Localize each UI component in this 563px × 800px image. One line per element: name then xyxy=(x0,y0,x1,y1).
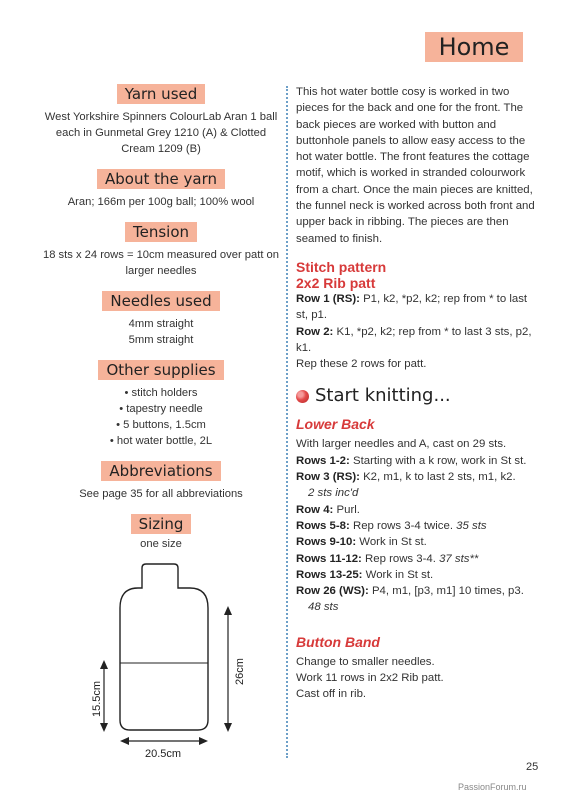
intro-paragraph: This hot water bottle cosy is worked in two pieces for the back and one for the front. The back pieces are worked with button and buttonhole panels to allow easy access to the hot water bottle. The front features the cottage motif, which is worked in stranded colourwork from a chart. Once the main pieces are knitted, the funnel neck is worked across both front and upper back in ribbing. The pieces are then seamed to finish. xyxy=(296,86,535,245)
instruction-row xyxy=(296,534,536,550)
row-label: Row 1 (RS): xyxy=(296,292,360,305)
left-column xyxy=(42,84,280,564)
needle-item: 4mm straight xyxy=(128,318,194,330)
start-knitting-label: Start knitting... xyxy=(315,385,451,407)
bottle-outline xyxy=(120,564,208,730)
supplies-section xyxy=(42,360,280,449)
row-label: Rows 1-2: xyxy=(296,454,350,467)
about-yarn-heading: About the yarn xyxy=(97,169,225,189)
instruction-row xyxy=(296,551,536,567)
arrow-head xyxy=(224,723,232,732)
needles-list xyxy=(42,316,280,348)
instruction-row xyxy=(296,502,536,518)
needles-section xyxy=(42,291,280,348)
instruction-row xyxy=(296,567,536,583)
page-number: 25 xyxy=(526,761,539,773)
stitch-pattern-heading xyxy=(296,259,536,291)
row-text: Starting with a k row, work in St st. xyxy=(349,454,527,467)
abbreviations-section xyxy=(42,461,280,502)
row-text: Rep rows 3-4 twice. xyxy=(349,519,457,532)
lower-back-intro: With larger needles and A, cast on 29 sts. xyxy=(296,438,507,451)
row-label: Row 4: xyxy=(296,503,334,516)
supply-item: • hot water bottle, 2L xyxy=(109,435,213,447)
yarn-used-heading: Yarn used xyxy=(117,84,206,104)
lower-back-heading: Lower Back xyxy=(296,416,375,433)
note-text: 37 sts** xyxy=(439,552,479,565)
height-dimension-label: 26cm xyxy=(234,658,246,685)
row-text: P4, m1, [p3, m1] 10 times, p3. xyxy=(368,585,524,598)
instruction-row xyxy=(296,583,536,599)
lower-dimension-label: 15.5cm xyxy=(91,680,103,717)
column-divider xyxy=(286,86,288,758)
instruction-row xyxy=(296,453,536,469)
abbreviations-heading: Abbreviations xyxy=(101,461,220,481)
button-band-heading: Button Band xyxy=(296,633,380,650)
stitch-count-note xyxy=(296,485,536,501)
tension-section xyxy=(42,222,280,279)
yarn-used-text: West Yorkshire Spinners ColourLab Aran 1 ball each in Gunmetal Grey 1210 (A) & Clotted Cream 1209 (B) xyxy=(44,111,278,155)
needle-item: 5mm straight xyxy=(128,334,194,346)
row-label: Row 26 (WS): xyxy=(296,585,369,598)
row-text: Work in St st. xyxy=(356,536,427,549)
row-label: Rows 5-8: xyxy=(296,519,350,532)
button-band-line: Change to smaller needles. xyxy=(296,655,435,668)
row-text: Work in St st. xyxy=(362,568,434,581)
supply-item: • stitch holders xyxy=(124,387,198,399)
button-band-line: Cast off in rib. xyxy=(296,688,367,701)
pattern-row xyxy=(296,291,536,324)
stitch-count-note xyxy=(296,599,536,615)
note-text: 48 sts xyxy=(308,601,339,614)
about-yarn-text: Aran; 166m per 100g ball; 100% wool xyxy=(67,196,255,208)
sizing-text: one size xyxy=(140,538,182,550)
arrow-head xyxy=(224,606,232,615)
note-text: 2 sts inc'd xyxy=(308,487,359,500)
yarn-used-section xyxy=(42,84,280,157)
row-text: Purl. xyxy=(333,503,360,516)
right-column xyxy=(296,84,536,703)
button-band-line: Work 11 rows in 2x2 Rib patt. xyxy=(296,672,444,685)
row-text: P1, k2, *p2, k2; rep from * to last st, p1. xyxy=(296,292,528,322)
yarn-ball-icon xyxy=(296,390,309,403)
row-label: Rows 9-10: xyxy=(296,536,357,549)
needles-heading: Needles used xyxy=(102,291,219,311)
instruction-row xyxy=(296,469,536,485)
start-knitting-heading xyxy=(296,386,536,406)
row-label: Row 3 (RS): xyxy=(296,471,360,484)
note-text: 35 sts xyxy=(456,519,487,532)
supplies-heading: Other supplies xyxy=(98,360,223,380)
sizing-section xyxy=(42,514,280,552)
pattern-row xyxy=(296,324,536,357)
row-label: Row 2: xyxy=(296,325,334,338)
instruction-row xyxy=(296,518,536,534)
tension-heading: Tension xyxy=(125,222,197,242)
supply-item: • 5 buttons, 1.5cm xyxy=(116,419,206,431)
row-text: K2, m1, k to last 2 sts, m1, k2. xyxy=(359,471,516,484)
supply-item: • tapestry needle xyxy=(119,403,203,415)
pattern-repeat: Rep these 2 rows for patt. xyxy=(296,358,427,371)
row-text: Rep rows 3-4. xyxy=(361,552,440,565)
row-text: K1, *p2, k2; rep from * to last 3 sts, p2, k1. xyxy=(296,325,532,354)
stitch-pattern-title: Stitch pattern xyxy=(296,258,387,275)
abbreviations-text: See page 35 for all abbreviations xyxy=(79,488,243,500)
supplies-list xyxy=(42,385,280,449)
row-label: Rows 11-12: xyxy=(296,552,362,565)
row-label: Rows 13-25: xyxy=(296,568,363,581)
arrow-head xyxy=(100,660,108,669)
arrow-head xyxy=(199,737,208,745)
sizing-heading: Sizing xyxy=(131,514,192,534)
hot-water-bottle-diagram xyxy=(90,560,270,760)
rib-pattern-title: 2x2 Rib patt xyxy=(296,274,376,291)
arrow-head xyxy=(120,737,129,745)
about-yarn-section xyxy=(42,169,280,210)
arrow-head xyxy=(100,723,108,732)
width-dimension-label: 20.5cm xyxy=(145,748,182,760)
tension-text: 18 sts x 24 rows = 10cm measured over patt on larger needles xyxy=(43,249,279,277)
section-tab-home: Home xyxy=(425,32,523,62)
watermark: PassionForum.ru xyxy=(458,782,527,792)
